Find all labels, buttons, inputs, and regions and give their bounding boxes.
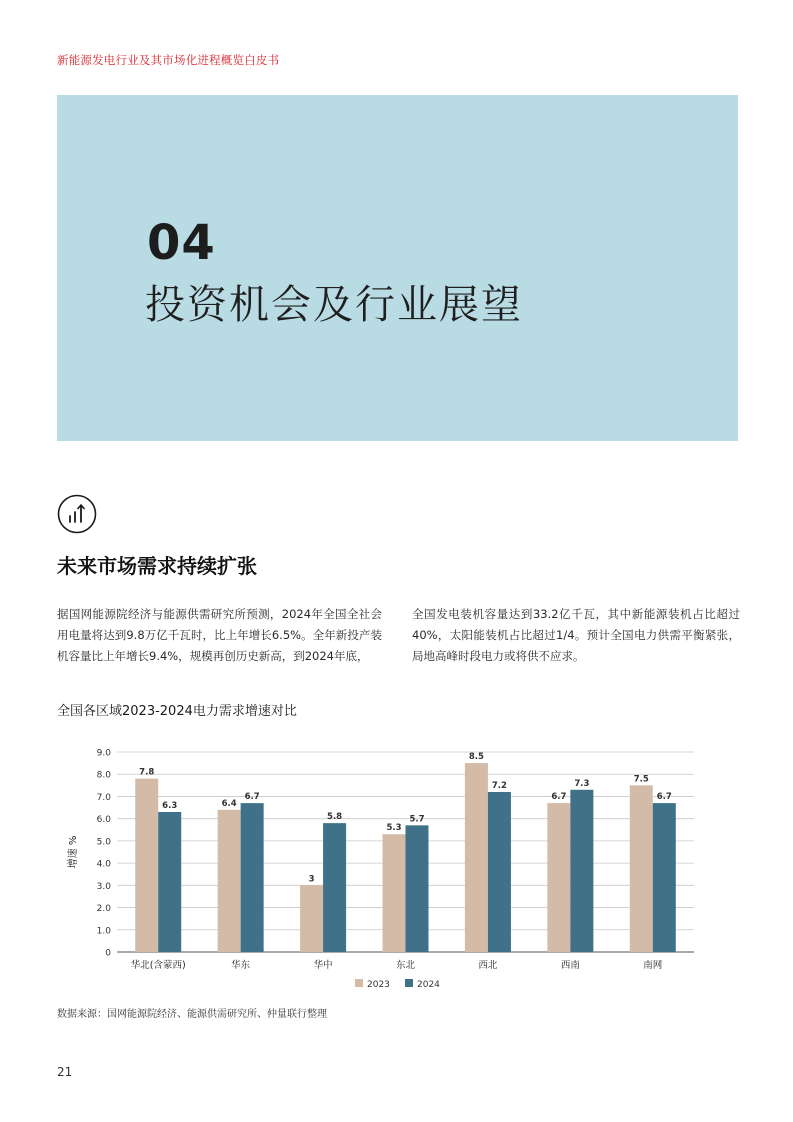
data-label: 5.8 <box>327 812 343 823</box>
y-tick-label: 1.0 <box>96 926 111 937</box>
data-label: 6.7 <box>656 792 672 803</box>
bar-2024 <box>241 803 264 952</box>
y-tick-label: 6.0 <box>96 815 111 826</box>
body-text-left: 据国网能源院经济与能源供需研究所预测，2024年全国全社会用电量将达到9.8万亿千瓦时，比上年增长6.5%。全年新投产装机容量比上年增长9.4%，规模再创历史新高，到2024年底， <box>57 607 382 663</box>
y-axis-title: 增速 % <box>68 835 79 869</box>
bar-chart-growth-icon <box>57 494 97 534</box>
section-title: 未来市场需求持续扩张 <box>57 554 257 578</box>
bar-2023 <box>547 803 570 952</box>
bar-2024 <box>323 823 346 952</box>
y-tick-label: 0 <box>105 948 111 959</box>
x-tick-label: 西北 <box>478 960 498 971</box>
data-label: 6.3 <box>162 801 178 811</box>
body-text-right: 全国发电装机容量达到33.2亿千瓦，其中新能源装机占比超过40%，太阳能装机占比超过1/4。预计全国电力供需平衡紧张，局地高峰时段电力或将供不应求。 <box>412 607 740 663</box>
y-tick-label: 4.0 <box>96 859 111 870</box>
bar-2024 <box>158 812 181 952</box>
legend-label: 2023 <box>367 980 390 990</box>
bar-2023 <box>465 763 488 952</box>
data-label: 6.4 <box>221 798 237 809</box>
y-tick-label: 8.0 <box>96 770 111 781</box>
data-label: 7.8 <box>139 767 155 778</box>
bar-2024 <box>570 790 593 952</box>
data-label: 6.7 <box>244 792 260 803</box>
source-note: 数据来源：国网能源院经济、能源供需研究所、仲量联行整理 <box>57 1009 327 1020</box>
y-tick-label: 9.0 <box>96 748 111 759</box>
chapter-banner <box>57 95 738 441</box>
running-header: 新能源发电行业及其市场化进程概览白皮书 <box>57 53 280 67</box>
legend-swatch <box>405 979 413 987</box>
chart-title: 全国各区域2023-2024电力需求增速对比 <box>57 704 297 719</box>
data-label: 7.5 <box>633 774 649 785</box>
data-label: 3 <box>308 874 315 885</box>
bar-2023 <box>135 779 158 952</box>
x-tick-label: 华中 <box>313 960 333 971</box>
y-tick-label: 3.0 <box>96 881 111 892</box>
data-label: 7.2 <box>491 781 507 791</box>
page-number: 21 <box>57 1065 73 1079</box>
bar-2024 <box>653 803 676 952</box>
x-tick-label: 华北(含蒙西) <box>130 960 186 971</box>
bar-2023 <box>630 785 653 952</box>
data-label: 7.3 <box>574 778 590 789</box>
data-label: 5.7 <box>409 814 425 825</box>
bar-2024 <box>406 825 429 952</box>
x-tick-label: 华东 <box>231 960 251 971</box>
bar-2023 <box>218 810 241 952</box>
x-tick-label: 西南 <box>560 960 580 971</box>
y-tick-label: 2.0 <box>96 904 111 915</box>
bar-2023 <box>383 834 406 952</box>
data-label: 6.7 <box>551 792 567 803</box>
bar-chart <box>57 735 737 1000</box>
bar-2023 <box>300 885 323 952</box>
bar-2024 <box>488 792 511 952</box>
x-tick-label: 南网 <box>643 960 663 971</box>
legend-label: 2024 <box>417 980 440 990</box>
data-label: 5.3 <box>386 823 402 834</box>
chapter-title: 投资机会及行业展望 <box>145 282 523 328</box>
y-tick-label: 7.0 <box>96 792 111 803</box>
chapter-number: 04 <box>147 215 216 271</box>
x-tick-label: 东北 <box>395 960 416 971</box>
y-tick-label: 5.0 <box>96 837 111 848</box>
legend-swatch <box>355 979 363 987</box>
data-label: 8.5 <box>468 752 484 763</box>
